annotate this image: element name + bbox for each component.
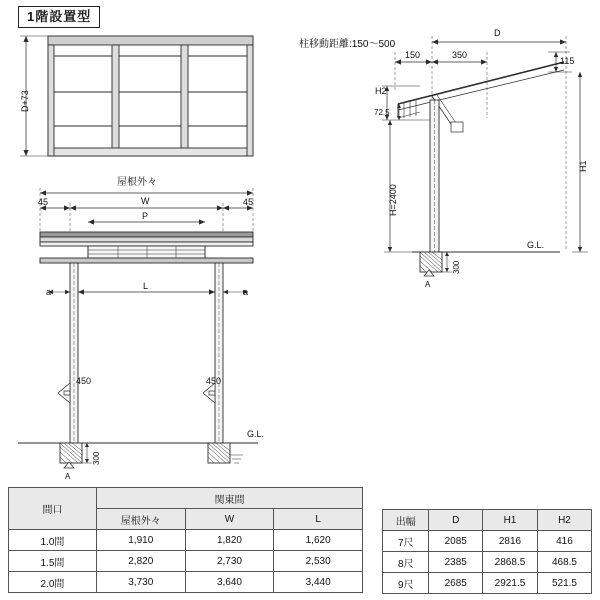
label-115: 115 xyxy=(560,56,575,66)
label-350: 350 xyxy=(452,50,468,60)
label-45-right: 45 xyxy=(243,197,254,207)
cell-r1-label: 8尺 xyxy=(383,552,429,573)
cell-row2-l: 3,440 xyxy=(274,572,363,593)
label-post-move-distance: 柱移動距離:150～500 xyxy=(299,39,396,50)
cell-row0-label: 1.0間 xyxy=(9,530,97,551)
label-gl-plan: G.L. xyxy=(247,429,265,439)
label-h1: H1 xyxy=(578,160,588,172)
dimension-table-projection xyxy=(382,509,592,594)
table-row xyxy=(9,530,363,551)
label-roof-outer: 屋根外々 xyxy=(117,177,157,188)
cell-r0-h1: 2816 xyxy=(482,531,537,552)
label-w: W xyxy=(141,196,150,206)
cell-row0-w: 1,820 xyxy=(185,530,274,551)
cell-r2-label: 9尺 xyxy=(383,573,429,594)
cell-r0-h2: 416 xyxy=(537,531,591,552)
label-300-side: 300 xyxy=(452,260,461,274)
th-kantouma: 関東間 xyxy=(96,488,362,509)
table-row xyxy=(383,510,592,531)
th-w: W xyxy=(185,509,274,530)
cell-r0-label: 7尺 xyxy=(383,531,429,552)
label-45-left: 45 xyxy=(38,197,49,207)
cell-r1-d: 2385 xyxy=(429,552,483,573)
label-gl-side: G.L. xyxy=(527,240,545,250)
cell-row0-roof: 1,910 xyxy=(96,530,185,551)
cell-row2-roof: 3,730 xyxy=(96,572,185,593)
label-l: L xyxy=(143,281,149,291)
th-dehaba: 出幅 xyxy=(383,510,429,531)
th-roof-outer: 屋根外々 xyxy=(96,509,185,530)
label-d-plus-73: D+73 xyxy=(20,90,30,112)
th-l: L xyxy=(274,509,363,530)
th-h1: H1 xyxy=(482,510,537,531)
th-d: D xyxy=(429,510,483,531)
table-row xyxy=(383,573,592,594)
cell-row0-l: 1,620 xyxy=(274,530,363,551)
cell-r1-h1: 2868.5 xyxy=(482,552,537,573)
cell-r1-h2: 468.5 xyxy=(537,552,591,573)
cell-row1-l: 2,530 xyxy=(274,551,363,572)
cell-row1-label: 1.5間 xyxy=(9,551,97,572)
label-p: P xyxy=(142,211,149,221)
label-a-left: a xyxy=(46,287,52,297)
label-a-right: a xyxy=(243,287,249,297)
label-h-2400: H=2400 xyxy=(388,184,398,216)
label-450-left: 450 xyxy=(76,376,92,386)
label-150: 150 xyxy=(405,50,421,60)
label-300-plan: 300 xyxy=(92,451,101,465)
th-maguchi: 間口 xyxy=(9,488,97,530)
label-a-side: A xyxy=(425,280,431,289)
cell-row1-roof: 2,820 xyxy=(96,551,185,572)
cell-row1-w: 2,730 xyxy=(185,551,274,572)
cell-r2-d: 2685 xyxy=(429,573,483,594)
label-a-plan: A xyxy=(65,472,71,481)
page-title: 1階設置型 xyxy=(18,6,100,28)
table-row xyxy=(9,488,363,509)
table-row xyxy=(9,551,363,572)
label-450-right: 450 xyxy=(206,376,222,386)
table-row xyxy=(383,552,592,573)
label-d: D xyxy=(494,28,501,38)
label-72-5: 72.5 xyxy=(374,108,390,117)
cell-r2-h1: 2921.5 xyxy=(482,573,537,594)
table-row xyxy=(383,531,592,552)
label-h2: H2 xyxy=(375,86,387,96)
cell-row2-label: 2.0間 xyxy=(9,572,97,593)
cell-r0-d: 2085 xyxy=(429,531,483,552)
dimension-table-kanto xyxy=(8,487,363,593)
cell-r2-h2: 521.5 xyxy=(537,573,591,594)
cell-row2-w: 3,640 xyxy=(185,572,274,593)
th-h2: H2 xyxy=(537,510,591,531)
table-row xyxy=(9,572,363,593)
